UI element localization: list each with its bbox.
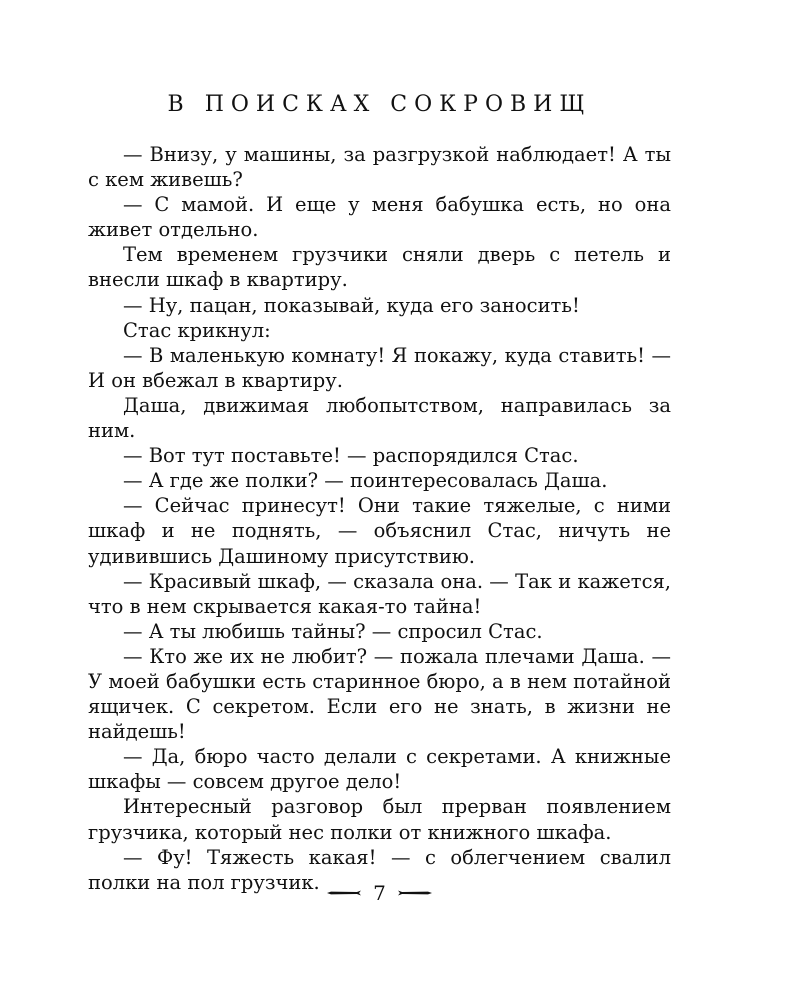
paragraph: Стас крикнул: — [123, 318, 271, 342]
paragraph: — А где же полки? — поинтересовалась Даша. — [123, 469, 608, 493]
paragraph: — Сейчас принесут! Они такие тяжелые, с ними шкаф и не поднять, — объяснил Стас, ничуть не удивившись Дашиному присутствию. — [88, 494, 671, 568]
ornament-right-icon — [398, 889, 432, 897]
ornament-left-icon — [327, 889, 361, 897]
paragraph: — Фу! Тяжесть какая! — с облегчением свалил полки на пол грузчик. — [88, 845, 671, 894]
paragraph: — С мамой. И еще у меня бабушка есть, но она живет отдельно. — [88, 193, 671, 242]
paragraph: Интересный разговор был прерван появлением грузчика, который нес полки от книжного шкафа. — [88, 795, 671, 844]
paragraph: — Ну, пацан, показывай, куда его заносить! — [123, 293, 580, 317]
paragraph: — Кто же их не любит? — пожала плечами Даша. — У моей бабушки есть старинное бюро, а в нем потайной ящичек. С секретом. Если его не знать, в жизни не найдешь! — [88, 644, 671, 744]
running-head: В ПОИСКАХ СОКРОВИЩ — [167, 92, 592, 117]
body-text — [88, 142, 671, 895]
paragraph: — Внизу, у машины, за разгрузкой наблюдает! А ты с кем живешь? — [88, 143, 671, 192]
page-number: 7 — [373, 881, 386, 905]
paragraph: — Да, бюро часто делали с секретами. А книжные шкафы — совсем другое дело! — [88, 745, 671, 794]
paragraph: — А ты любишь тайны? — спросил Стас. — [123, 619, 543, 643]
paragraph: Даша, движимая любопытством, направилась за ним. — [88, 393, 671, 443]
page-number-block — [88, 880, 671, 906]
paragraph: — Красивый шкаф, — сказала она. — Так и кажется, что в нем скрывается какая-то тайна! — [88, 569, 671, 618]
paragraph: Тем временем грузчики сняли дверь с петель и внесли шкаф в квартиру. — [88, 243, 671, 292]
paragraph: — В маленькую комнату! Я покажу, куда ставить! — И он вбежал в квартиру. — [88, 343, 671, 392]
paragraph: — Вот тут поставьте! — распорядился Стас. — [123, 444, 579, 468]
